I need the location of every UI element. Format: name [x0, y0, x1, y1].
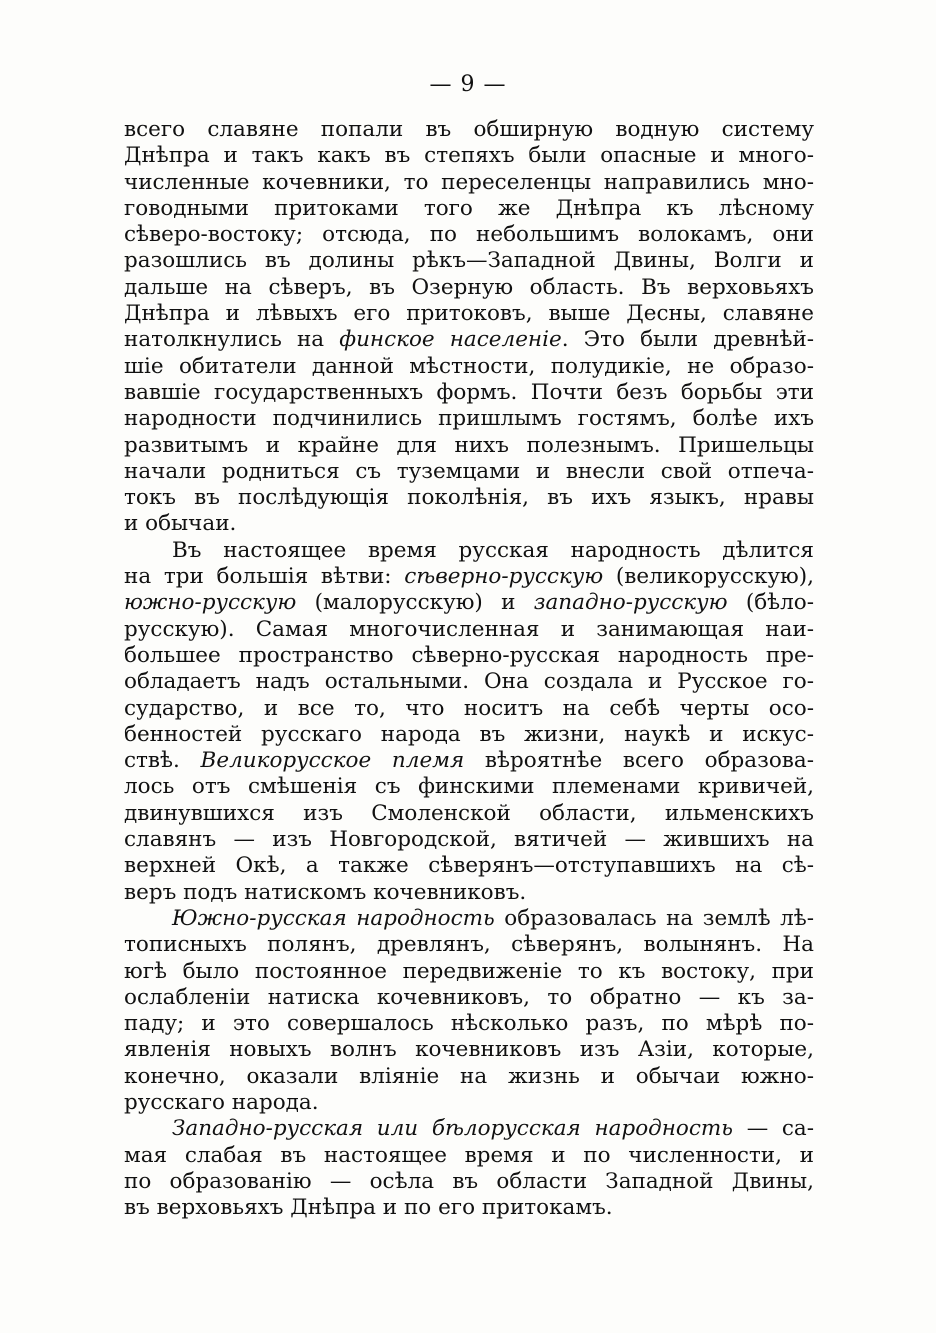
- text-run: на три большія вѣтви:: [124, 564, 405, 590]
- text-run: образовалась на землѣ лѣ-: [494, 905, 814, 931]
- text-line: лось отъ смѣшенія съ финскими племенами кривичей,: [124, 774, 814, 800]
- paragraph-4: [124, 1116, 814, 1221]
- italic-term: западно-русскую: [533, 590, 728, 616]
- italic-term: Западно-русская или бѣлорусская народность: [172, 1116, 734, 1142]
- text-line: въ верховьяхъ Днѣпра и по его притокамъ.: [124, 1195, 613, 1221]
- text-line: Днѣпра и лѣвыхъ его притоковъ, выше Десны, славяне: [124, 301, 814, 327]
- text-run: . Это были древнѣй-: [561, 327, 814, 353]
- text-line: обладаетъ надъ остальными. Она создала и Русское го-: [124, 669, 814, 695]
- text-line: говодными притоками того же Днѣпра къ лѣсному: [124, 195, 814, 221]
- body-text: [124, 117, 814, 1221]
- page-number: — 9 —: [429, 72, 507, 97]
- text-line: бенностей русскаго народа въ жизни, наукѣ и искус-: [124, 721, 814, 747]
- text-line: русскую). Самая многочисленная и занимающая наи-: [124, 616, 814, 642]
- text-line: шіе обитатели данной мѣстности, полудикіе, не образо-: [124, 353, 814, 379]
- text-line: [124, 590, 814, 616]
- text-line: сударство, и все то, что носитъ на себѣ черты осо-: [124, 695, 814, 721]
- text-line: развитымъ и крайне для нихъ полезнымъ. Пришельцы: [124, 432, 814, 458]
- text-line: паду; и это совершалось нѣсколько разъ, по мѣрѣ по-: [124, 1011, 814, 1037]
- text-line: всего славяне попали въ обширную водную систему: [124, 117, 814, 142]
- text-line: русскаго народа.: [124, 1089, 319, 1115]
- text-line: явленія новыхъ волнъ кочевниковъ изъ Азіи, которые,: [124, 1037, 814, 1063]
- text-line: [124, 748, 814, 774]
- text-run: натолкнулись на: [124, 327, 340, 353]
- paragraph-3: [124, 906, 814, 1116]
- italic-term: сѣверно-русскую: [404, 564, 604, 590]
- text-run: (бѣло-: [727, 590, 814, 616]
- italic-term: южно-русскую: [124, 590, 297, 616]
- text-line: разошлись въ долины рѣкъ—Западной Двины, Волги и: [124, 248, 814, 274]
- text-run: — са-: [733, 1116, 815, 1142]
- italic-term: финское населеніе: [339, 327, 562, 353]
- text-line: [124, 564, 814, 590]
- text-line: дальше на сѣверъ, въ Озерную область. Въ верховьяхъ: [124, 274, 814, 300]
- text-run: (великорусскую),: [603, 564, 814, 590]
- text-line: тописныхъ полянъ, древлянъ, сѣверянъ, волынянъ. На: [124, 932, 814, 958]
- text-line: большее пространство сѣверно-русская народность пре-: [124, 642, 814, 668]
- text-line: двинувшихся изъ Смоленской области, ильменскихъ: [124, 800, 814, 826]
- text-line: сѣверо-востоку; отсюда, по небольшимъ волокамъ, они: [124, 222, 814, 248]
- text-line: начали родниться съ туземцами и внесли свой отпеча-: [124, 458, 814, 484]
- paragraph-2: [124, 538, 814, 906]
- text-line: Въ настоящее время русская народность дѣлится: [172, 537, 814, 563]
- italic-term: Великорусское племя: [200, 748, 465, 774]
- text-line: и обычаи.: [124, 511, 237, 537]
- text-line: веръ подъ натискомъ кочевниковъ.: [124, 879, 527, 905]
- paragraph-1: [124, 117, 814, 538]
- text-line: верхней Окѣ, а также сѣверянъ—отступавшихъ на сѣ-: [124, 853, 814, 879]
- italic-term: Южно-русская народность: [172, 905, 495, 931]
- text-line: ослабленіи натиска кочевниковъ, то обратно — къ за-: [124, 984, 814, 1010]
- text-line: токъ въ послѣдующія поколѣнія, въ ихъ языкъ, нравы: [124, 485, 814, 511]
- text-line: численные кочевники, то переселенцы направились мно-: [124, 169, 814, 195]
- text-line: вавшіе государственныхъ формъ. Почти безъ борьбы эти: [124, 379, 814, 405]
- text-line: [124, 327, 814, 353]
- text-run: вѣроятнѣе всего образова-: [464, 748, 814, 774]
- text-run: (малорусскую) и: [296, 590, 534, 616]
- text-line: народности подчинились пришлымъ гостямъ, болѣе ихъ: [124, 406, 814, 432]
- text-run: ствѣ.: [124, 748, 201, 774]
- text-line: югѣ было постоянное передвиженіе то къ востоку, при: [124, 958, 814, 984]
- text-line: по образованію — осѣла въ области Западной Двины,: [124, 1168, 814, 1194]
- text-line: [124, 906, 814, 932]
- text-line: Днѣпра и такъ какъ въ степяхъ были опасные и много-: [124, 143, 814, 169]
- text-line: конечно, оказали вліяніе на жизнь и обычаи южно-: [124, 1063, 814, 1089]
- text-line: славянъ — изъ Новгородской, вятичей — жившихъ на: [124, 827, 814, 853]
- text-line: [124, 1116, 814, 1142]
- text-line: мая слабая въ настоящее время и по численности, и: [124, 1142, 814, 1168]
